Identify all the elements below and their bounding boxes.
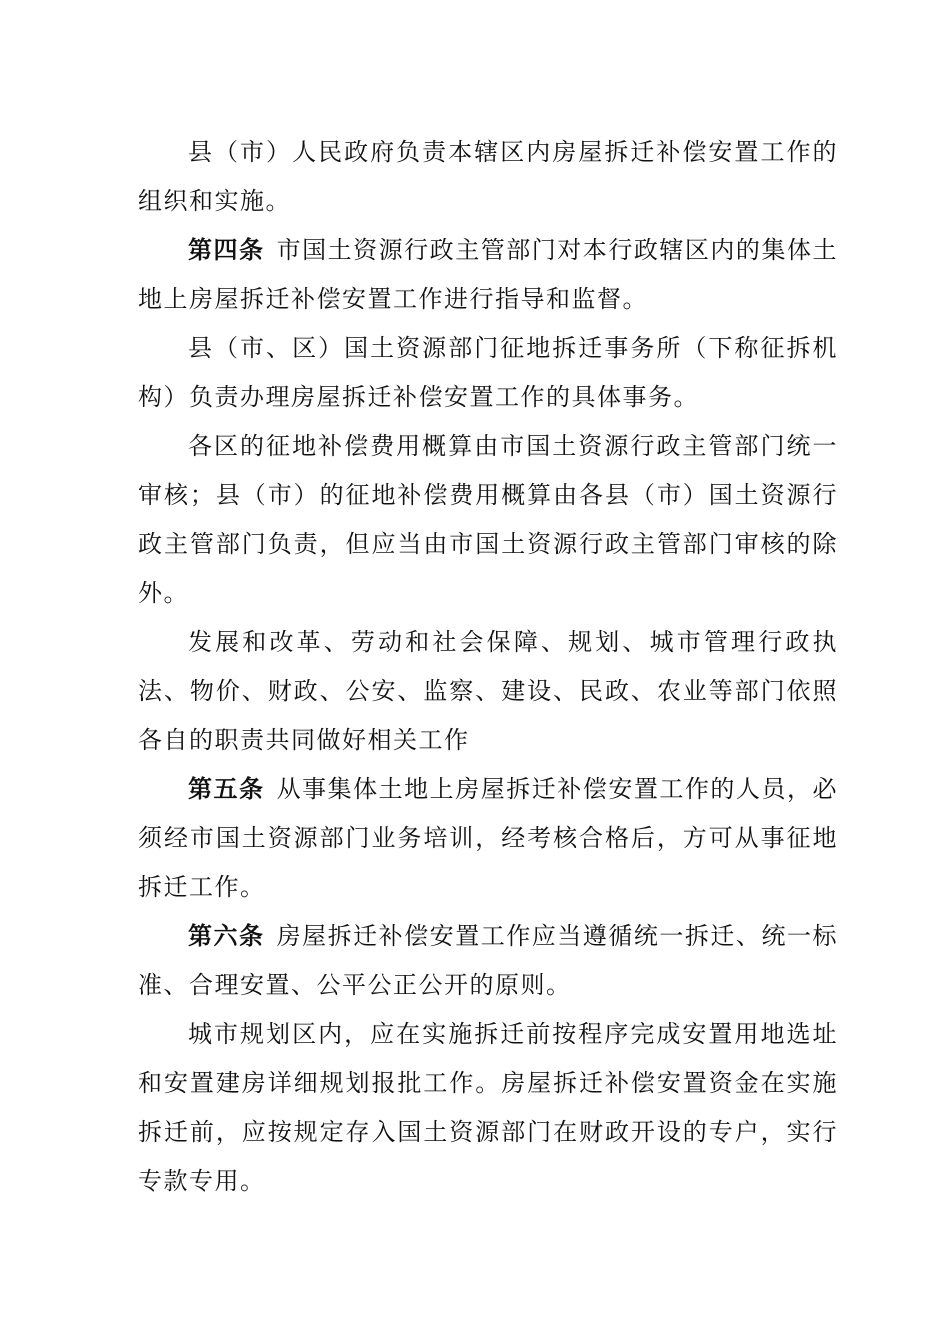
paragraph-text: 从事集体土地上房屋拆迁补偿安置工作的人员，必须经市国土资源部门业务培训，经考核合格后，方可从事征地拆迁工作。	[138, 775, 838, 901]
paragraph-5	[138, 618, 838, 765]
article-number: 第六条	[188, 922, 265, 950]
paragraph-3	[138, 324, 838, 422]
paragraph-text: 县（市、区）国土资源部门征地拆迁事务所（下称征拆机构）负责办理房屋拆迁补偿安置工作的具体事务。	[138, 334, 838, 411]
paragraph-6	[138, 765, 838, 912]
paragraph-7	[138, 912, 838, 1010]
paragraph-text: 各区的征地补偿费用概算由市国土资源行政主管部门统一审核；县（市）的征地补偿费用概算由各县（市）国土资源行政主管部门负责，但应当由市国土资源行政主管部门审核的除外。	[138, 432, 838, 607]
paragraph-1	[138, 128, 838, 226]
paragraph-2	[138, 226, 838, 324]
document-body	[138, 128, 838, 1206]
paragraph-8	[138, 1010, 838, 1206]
paragraph-text: 市国土资源行政主管部门对本行政辖区内的集体土地上房屋拆迁补偿安置工作进行指导和监督。	[138, 236, 838, 313]
paragraph-text: 发展和改革、劳动和社会保障、规划、城市管理行政执法、物价、财政、公安、监察、建设、民政、农业等部门依照各自的职责共同做好相关工作	[138, 628, 838, 754]
paragraph-text: 县（市）人民政府负责本辖区内房屋拆迁补偿安置工作的组织和实施。	[138, 138, 838, 215]
paragraph-text: 房屋拆迁补偿安置工作应当遵循统一拆迁、统一标准、合理安置、公平公正公开的原则。	[138, 922, 838, 999]
article-number: 第五条	[188, 775, 265, 803]
paragraph-text: 城市规划区内，应在实施拆迁前按程序完成安置用地选址和安置建房详细规划报批工作。房屋拆迁补偿安置资金在实施拆迁前，应按规定存入国土资源部门在财政开设的专户，实行专款专用。	[138, 1020, 838, 1195]
article-number: 第四条	[188, 236, 265, 264]
paragraph-4	[138, 422, 838, 618]
